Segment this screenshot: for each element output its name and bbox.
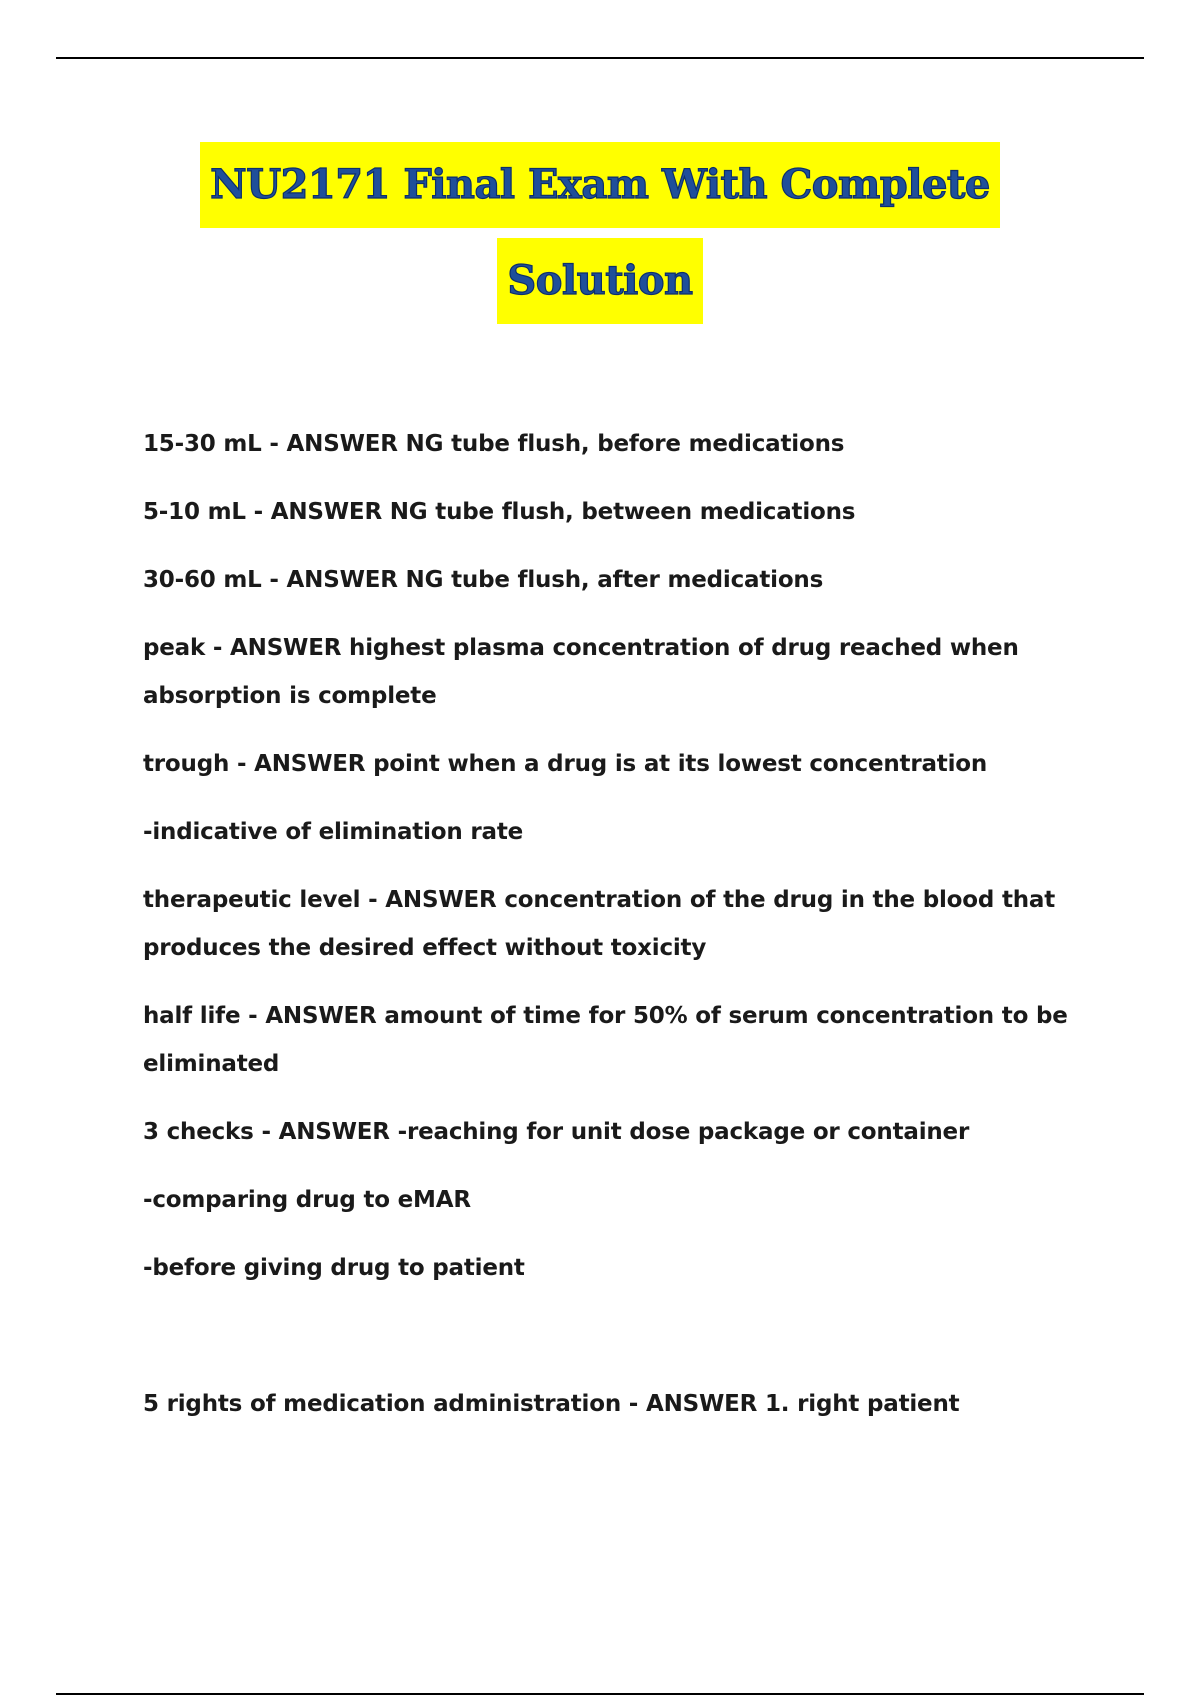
qa-entry: 3 checks - ANSWER -reaching for unit dose package or container bbox=[143, 1119, 970, 1145]
bottom-rule bbox=[56, 1693, 1144, 1695]
qa-entry: 5-10 mL - ANSWER NG tube flush, between medications bbox=[143, 499, 856, 525]
qa-entry: -comparing drug to eMAR bbox=[143, 1187, 471, 1213]
qa-entry: 15-30 mL - ANSWER NG tube flush, before medications bbox=[143, 431, 845, 457]
qa-entry: peak - ANSWER highest plasma concentration of drug reached when absorption is complete bbox=[143, 635, 1019, 709]
qa-entry: -before giving drug to patient bbox=[143, 1255, 525, 1281]
qa-entry: 5 rights of medication administration - ANSWER 1. right patient bbox=[143, 1391, 960, 1417]
qa-entry: 30-60 mL - ANSWER NG tube flush, after medications bbox=[143, 567, 824, 593]
top-rule bbox=[56, 57, 1144, 59]
title-line-1: NU2171 Final Exam With Complete bbox=[200, 142, 1000, 228]
qa-entry: half life - ANSWER amount of time for 50% of serum concentration to be eliminated bbox=[143, 1003, 1068, 1077]
title-line-2: Solution bbox=[497, 238, 702, 324]
document-title bbox=[0, 142, 1200, 324]
qa-entry: trough - ANSWER point when a drug is at its lowest concentration bbox=[143, 751, 988, 777]
qa-list bbox=[143, 420, 1073, 1448]
qa-entry: therapeutic level - ANSWER concentration of the drug in the blood that produces the desired effect without toxicity bbox=[143, 887, 1056, 961]
qa-entry: -indicative of elimination rate bbox=[143, 819, 524, 845]
